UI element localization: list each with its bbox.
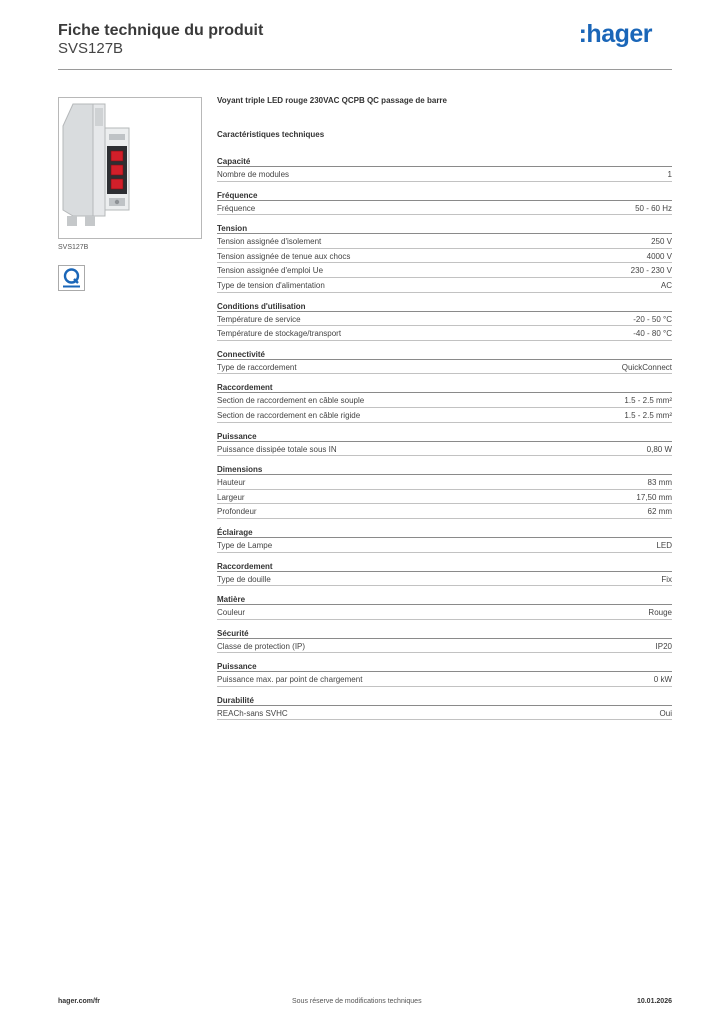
product-illustration	[59, 98, 201, 238]
spec-group	[217, 562, 672, 587]
spec-label: REACh-sans SVHC	[217, 708, 288, 718]
footer-website[interactable]: hager.com/fr	[58, 998, 101, 1005]
product-image	[58, 97, 202, 239]
spec-group	[217, 595, 672, 620]
spec-row	[217, 475, 672, 490]
spec-row	[217, 312, 672, 327]
spec-row	[217, 706, 672, 721]
spec-row	[217, 278, 672, 293]
spec-group	[217, 629, 672, 654]
spec-group	[217, 302, 672, 341]
spec-value: Oui	[659, 708, 672, 718]
spec-label: Tension assignée de tenue aux chocs	[217, 251, 351, 261]
specifications	[217, 96, 672, 729]
spec-row	[217, 360, 672, 375]
spec-group-title: Dimensions	[217, 465, 672, 475]
spec-label: Type de tension d'alimentation	[217, 280, 325, 290]
spec-label: Section de raccordement en câble rigide	[217, 410, 361, 420]
spec-group-title: Durabilité	[217, 696, 672, 706]
spec-value: 250 V	[651, 237, 672, 247]
spec-row	[217, 326, 672, 341]
spec-row	[217, 504, 672, 519]
spec-label: Largeur	[217, 492, 245, 502]
spec-row	[217, 249, 672, 264]
spec-group	[217, 350, 672, 375]
spec-value: 230 - 230 V	[630, 266, 672, 276]
spec-value: 4000 V	[646, 251, 672, 261]
spec-value: LED	[656, 540, 672, 550]
spec-value: -40 - 80 °C	[633, 329, 672, 339]
quality-mark-icon	[58, 265, 85, 291]
spec-label: Type de raccordement	[217, 362, 297, 372]
spec-row	[217, 201, 672, 216]
spec-group	[217, 224, 672, 292]
page-header	[58, 18, 672, 70]
spec-group	[217, 191, 672, 216]
page-title: Fiche technique du produit	[58, 22, 264, 39]
spec-row	[217, 408, 672, 423]
image-caption: SVS127B	[58, 244, 89, 251]
spec-group	[217, 157, 672, 182]
spec-row	[217, 490, 672, 505]
spec-label: Profondeur	[217, 507, 257, 517]
spec-label: Type de Lampe	[217, 540, 273, 550]
spec-value: 50 - 60 Hz	[635, 203, 672, 213]
spec-group-title: Capacité	[217, 157, 672, 167]
spec-value: 0 kW	[653, 675, 672, 685]
spec-value: 83 mm	[647, 478, 672, 488]
spec-groups	[217, 157, 672, 720]
footer-notice: Sous réserve de modifications techniques	[292, 998, 422, 1005]
spec-row	[217, 639, 672, 654]
spec-group-title: Tension	[217, 224, 672, 234]
footer-date: 10.01.2026	[636, 998, 672, 1005]
spec-value: Fix	[661, 574, 672, 584]
product-reference: SVS127B	[58, 40, 124, 57]
spec-group-title: Raccordement	[217, 383, 672, 393]
spec-label: Type de douille	[217, 574, 271, 584]
spec-group-title: Éclairage	[217, 528, 672, 538]
spec-row	[217, 234, 672, 249]
spec-group-title: Connectivité	[217, 350, 672, 360]
spec-value: 1.5 - 2.5 mm²	[624, 396, 672, 406]
spec-row	[217, 167, 672, 182]
spec-row	[217, 393, 672, 408]
spec-label: Température de service	[217, 314, 301, 324]
spec-value: AC	[660, 280, 672, 290]
spec-label: Température de stockage/transport	[217, 329, 342, 339]
spec-group	[217, 432, 672, 457]
spec-label: Classe de protection (IP)	[217, 641, 306, 651]
spec-group	[217, 465, 672, 519]
spec-group-title: Sécurité	[217, 629, 672, 639]
spec-value: -20 - 50 °C	[633, 314, 672, 324]
spec-row	[217, 538, 672, 553]
spec-label: Tension assignée d'emploi Ue	[217, 266, 324, 276]
spec-row	[217, 442, 672, 457]
spec-row	[217, 263, 672, 278]
spec-value: 1.5 - 2.5 mm²	[624, 410, 672, 420]
spec-group-title: Matière	[217, 595, 672, 605]
spec-row	[217, 572, 672, 587]
spec-group	[217, 528, 672, 553]
spec-value: Rouge	[648, 608, 672, 618]
product-description: Voyant triple LED rouge 230VAC QCPB QC passage de barre	[217, 96, 447, 105]
spec-value: 17,50 mm	[636, 492, 672, 502]
section-title: Caractéristiques techniques	[217, 130, 325, 139]
spec-group	[217, 383, 672, 422]
spec-group-title: Fréquence	[217, 191, 672, 201]
hager-logo: :hager	[578, 20, 652, 48]
spec-label: Couleur	[217, 608, 246, 618]
spec-value: 0,80 W	[646, 444, 672, 454]
spec-group-title: Conditions d'utilisation	[217, 302, 672, 312]
spec-label: Nombre de modules	[217, 170, 290, 179]
spec-group-title: Puissance	[217, 662, 672, 672]
spec-value: 62 mm	[647, 507, 672, 517]
spec-label: Puissance max. par point de chargement	[217, 675, 363, 685]
spec-label: Fréquence	[217, 203, 256, 213]
spec-label: Tension assignée d'isolement	[217, 237, 322, 247]
spec-label: Section de raccordement en câble souple	[217, 396, 365, 406]
spec-group-title: Raccordement	[217, 562, 672, 572]
spec-group-title: Puissance	[217, 432, 672, 442]
spec-row	[217, 672, 672, 687]
spec-label: Hauteur	[217, 478, 246, 488]
spec-group	[217, 662, 672, 687]
spec-group	[217, 696, 672, 721]
spec-value: 1	[667, 170, 672, 179]
spec-label: Puissance dissipée totale sous IN	[217, 444, 337, 454]
spec-row	[217, 605, 672, 620]
spec-value: IP20	[655, 641, 672, 651]
spec-value: QuickConnect	[621, 362, 672, 372]
